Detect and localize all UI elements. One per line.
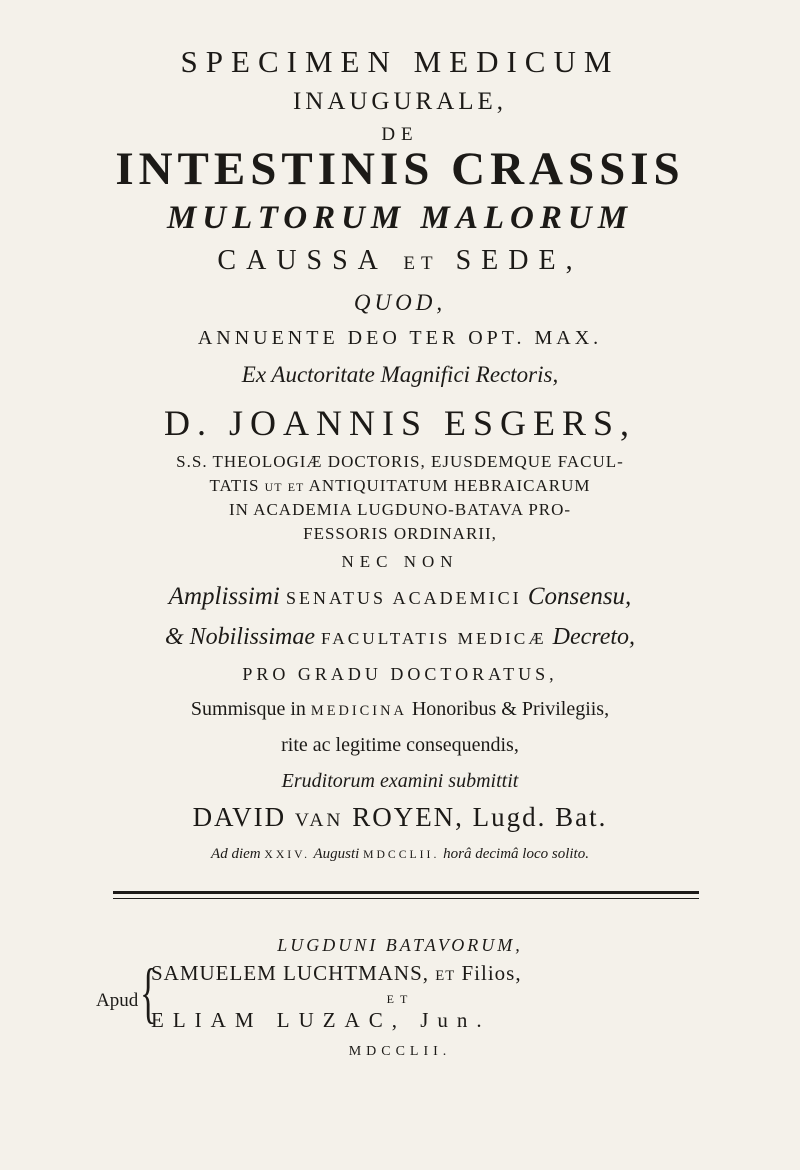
dedication-line-10: D. JOANNIS ESGERS,: [163, 403, 637, 443]
dedication-line-8: ANNUENTE DEO TER OPT. MAX.: [197, 327, 603, 349]
dedication-antiquitatum: ANTIQUITATUM HEBRAICARUM: [308, 476, 591, 495]
rite-line: [0, 734, 800, 757]
dedication-line-13: IN ACADEMIA LUGDUNO-BATAVA PRO-: [228, 500, 572, 519]
imprint-city-text: LUGDUNI BATAVORUM,: [277, 935, 523, 955]
title-inaugurale: [0, 88, 800, 116]
dedication-amplissimi: Amplissimi: [168, 583, 280, 610]
imprint-year-text: MDCCLII.: [348, 1044, 452, 1059]
dedication-line-9: Ex Auctoritate Magnifici Rectoris,: [241, 362, 559, 387]
date-year: MDCCLII.: [363, 848, 440, 861]
dedication-line-14: FESSORIS ORDINARII,: [303, 524, 497, 543]
imprint-city: [0, 935, 800, 956]
title-caussa: CAUSSA: [217, 245, 387, 276]
dedication-senatus: SENATUS ACADEMICI: [286, 588, 522, 608]
date-line: [0, 846, 800, 863]
author-line: [0, 802, 800, 833]
pro-gradu-line: [0, 664, 800, 685]
dedication-line-18: PRO GRADU DOCTORATUS,: [242, 664, 558, 684]
title-line-3: DE: [381, 124, 419, 145]
title-quod: [0, 290, 800, 316]
divider-thick: [113, 891, 699, 894]
printer-luchtmans: SAMUELEM LUCHTMANS,: [151, 961, 430, 985]
imprint-year: [0, 1044, 800, 1060]
nec-non-line: [0, 552, 800, 572]
dedication-medicina: MEDICINA: [310, 703, 407, 719]
dedication-tatis: TATIS: [209, 476, 260, 495]
dedication-nobilissimae: & Nobilissimae: [164, 624, 315, 650]
printer-filios: Filios,: [461, 961, 522, 985]
date-hour: horâ decimâ loco solito.: [443, 846, 589, 862]
printer-et: ET: [435, 968, 456, 984]
title-line-7: QUOD,: [353, 290, 447, 315]
author-van: VAN: [294, 810, 344, 831]
rector-title-line-2: [0, 476, 800, 496]
title-line-5: MULTORUM MALORUM: [166, 200, 634, 236]
summisque-line: [0, 698, 800, 721]
rector-title-line-3: [0, 500, 800, 520]
title-sede: SEDE,: [455, 245, 583, 276]
facultatis-line: [0, 624, 800, 651]
title-caussa-et-sede: [0, 245, 800, 277]
date-ad-diem: Ad diem: [211, 846, 261, 862]
author-given-name: DAVID: [192, 802, 287, 832]
title-specimen-medicum: [0, 44, 800, 80]
dedication-consensu: Consensu,: [527, 583, 632, 610]
eruditorum-line: [0, 770, 800, 793]
imprint-printer-2: ELIAM LUZAC, Jun.: [151, 1008, 491, 1032]
dedication-honoribus: Honoribus & Privilegiis,: [411, 698, 610, 720]
imprint-apud: Apud: [96, 990, 139, 1011]
dedication-line-20: rite ac legitime consequendis,: [281, 734, 519, 756]
author-surname: ROYEN, Lugd. Bat.: [352, 802, 608, 832]
rector-title-line-1: [0, 452, 800, 472]
rector-name: [0, 402, 800, 444]
dedication-ut: UT: [264, 480, 283, 494]
divider-thin: [113, 898, 699, 899]
senatus-line: [0, 583, 800, 611]
dedication-line-11: S.S. THEOLOGIÆ DOCTORIS, EJUSDEMQUE FACUL-: [176, 452, 624, 471]
date-day: XXIV.: [264, 848, 311, 861]
imprint-et: ET: [386, 992, 414, 1006]
dedication-decreto: Decreto,: [552, 624, 636, 650]
auctoritate-line: [0, 362, 800, 388]
dedication-summisque: Summisque in: [190, 698, 306, 720]
title-multorum-malorum: [0, 200, 800, 237]
dedication-line-21: Eruditorum examini submittit: [281, 770, 519, 792]
brace-icon: {: [140, 954, 157, 1030]
title-line-4: INTESTINIS CRASSIS: [115, 143, 685, 195]
imprint-printer-1: [151, 961, 522, 986]
title-et: ET: [403, 253, 439, 274]
dedication-facultatis: FACULTATIS MEDICÆ: [320, 629, 547, 648]
dedication-et: ET: [287, 480, 305, 494]
title-line-1: SPECIMEN MEDICUM: [180, 44, 620, 79]
title-line-2: INAUGURALE,: [292, 88, 508, 115]
annuente-deo-line: [0, 327, 800, 350]
date-month: Augusti: [313, 846, 360, 862]
dedication-line-15: NEC NON: [341, 552, 459, 571]
title-intestinis-crassis: [0, 142, 800, 196]
rector-title-line-4: [0, 524, 800, 544]
